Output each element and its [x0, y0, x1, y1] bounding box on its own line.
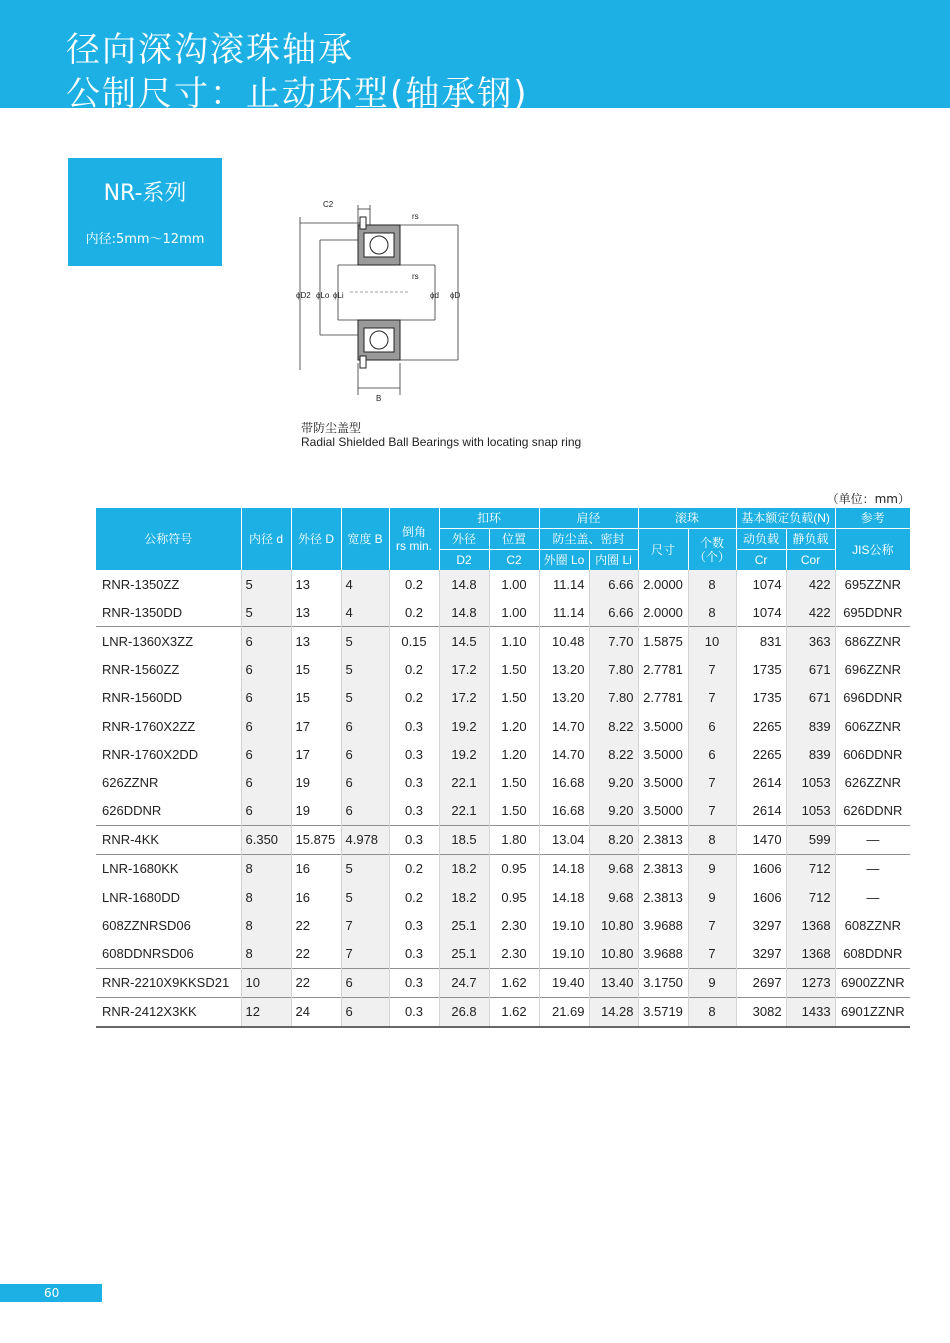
- cell-c2: 1.00: [489, 598, 539, 627]
- cell-count: 7: [688, 684, 736, 712]
- cell-count: 8: [688, 997, 736, 1027]
- cell-d2: 19.2: [439, 712, 489, 740]
- cell-cr: 2697: [736, 968, 786, 997]
- cell-count: 6: [688, 740, 736, 768]
- cell-name: LNR-1680KK: [96, 854, 241, 883]
- cell-rs: 0.3: [389, 911, 439, 939]
- cell-li: 7.80: [589, 656, 638, 684]
- cell-cr: 1074: [736, 570, 786, 598]
- unit-label: （单位：mm）: [826, 492, 910, 506]
- header-cr: Cr: [736, 550, 786, 571]
- cell-cor: 599: [786, 825, 835, 854]
- d-label: ϕd: [430, 291, 439, 300]
- cell-D: 16: [291, 883, 341, 911]
- cell-size: 2.7781: [638, 684, 688, 712]
- outer-d-label: ϕD: [450, 291, 461, 300]
- cell-size: 2.0000: [638, 570, 688, 598]
- cell-cor: 1368: [786, 911, 835, 939]
- cell-jis: —: [835, 854, 910, 883]
- header-jis: JIS公称: [835, 529, 910, 571]
- cell-B: 5: [341, 854, 389, 883]
- cell-rs: 0.2: [389, 684, 439, 712]
- cell-d: 6: [241, 627, 291, 656]
- cell-D: 22: [291, 911, 341, 939]
- header-static: 静负载: [786, 529, 835, 550]
- table-row: [96, 656, 910, 684]
- cell-cor: 671: [786, 684, 835, 712]
- cell-d: 8: [241, 939, 291, 968]
- header-width: 宽度 B: [341, 508, 389, 570]
- bearing-diagram: [290, 195, 470, 405]
- cell-D: 13: [291, 570, 341, 598]
- cell-size: 1.5875: [638, 627, 688, 656]
- cell-c2: 2.30: [489, 911, 539, 939]
- cell-D: 22: [291, 939, 341, 968]
- cell-count: 7: [688, 939, 736, 968]
- cell-count: 8: [688, 825, 736, 854]
- cell-lo: 16.68: [539, 797, 589, 826]
- cell-c2: 1.50: [489, 684, 539, 712]
- cell-B: 4: [341, 570, 389, 598]
- cell-size: 3.5000: [638, 740, 688, 768]
- cell-d2: 19.2: [439, 740, 489, 768]
- header-banner: [0, 0, 950, 114]
- cell-lo: 21.69: [539, 997, 589, 1027]
- cell-size: 3.5000: [638, 768, 688, 796]
- cell-rs: 0.3: [389, 997, 439, 1027]
- cell-B: 6: [341, 768, 389, 796]
- cell-name: RNR-1560DD: [102, 690, 183, 706]
- cell-D: 24: [291, 997, 341, 1027]
- cell-d: 8: [241, 911, 291, 939]
- cell-d: 6: [241, 797, 291, 826]
- spec-table-body: [96, 570, 910, 1027]
- cell-B: 7: [341, 939, 389, 968]
- cell-size: 3.9688: [638, 939, 688, 968]
- cell-c2: 1.80: [489, 825, 539, 854]
- cell-D: 16: [291, 854, 341, 883]
- cell-lo: 11.14: [539, 570, 589, 598]
- cell-cr: 3297: [736, 911, 786, 939]
- cell-cr: 2265: [736, 740, 786, 768]
- cell-rs: 0.3: [389, 797, 439, 826]
- cell-c2: 0.95: [489, 854, 539, 883]
- cell-lo: 14.18: [539, 883, 589, 911]
- cell-cr: 2614: [736, 768, 786, 796]
- cell-jis: 6901ZZNR: [835, 997, 910, 1027]
- cell-d: 8: [241, 883, 291, 911]
- table-row: [96, 939, 910, 968]
- header-ball-size: 尺寸: [638, 529, 688, 571]
- cell-B: 5: [341, 627, 389, 656]
- cell-name: RNR-4KK: [96, 825, 241, 854]
- cell-size: 3.5719: [638, 997, 688, 1027]
- header-cor: Cor: [786, 550, 835, 571]
- cell-d: 5: [241, 598, 291, 627]
- d2-label: ϕD2: [296, 291, 311, 300]
- cell-d: 6: [241, 768, 291, 796]
- cell-c2: 1.20: [489, 740, 539, 768]
- cell-d: 6: [241, 740, 291, 768]
- cell-rs: 0.3: [389, 768, 439, 796]
- cell-B: 6: [341, 712, 389, 740]
- cell-cr: 1735: [736, 656, 786, 684]
- header-inner-ring: 内圈 Li: [589, 550, 638, 571]
- cell-name: 626ZZNR: [102, 774, 159, 790]
- cell-li: 8.22: [589, 712, 638, 740]
- cell-d2: 17.2: [439, 656, 489, 684]
- cell-c2: 0.95: [489, 883, 539, 911]
- series-range: 内径:5mm～12mm: [85, 232, 205, 247]
- cell-d2: 18.5: [439, 825, 489, 854]
- header-chamfer-cn: 倒角: [401, 525, 426, 539]
- cell-rs: 0.3: [389, 939, 439, 968]
- cell-lo: 19.10: [539, 939, 589, 968]
- table-row: [96, 570, 910, 598]
- cell-li: 10.80: [589, 911, 638, 939]
- header-shoulder: 肩径: [539, 508, 638, 529]
- cell-li: 6.66: [589, 570, 638, 598]
- cell-size: 3.9688: [638, 911, 688, 939]
- cell-d2: 14.5: [439, 627, 489, 656]
- cell-name: LNR-1680DD: [102, 889, 181, 905]
- cell-li: 9.68: [589, 854, 638, 883]
- header-ref: 参考: [835, 508, 910, 529]
- cell-B: 6: [341, 968, 389, 997]
- cell-size: 2.3813: [638, 825, 688, 854]
- cell-cor: 422: [786, 598, 835, 627]
- cell-c2: 1.50: [489, 797, 539, 826]
- header-snap-od: 外径: [439, 529, 489, 550]
- cell-count: 7: [688, 797, 736, 826]
- cell-li: 6.66: [589, 598, 638, 627]
- cell-cor: 1368: [786, 939, 835, 968]
- spec-table: [96, 508, 910, 1028]
- cell-cr: 1606: [736, 854, 786, 883]
- cell-B: 5: [341, 883, 389, 911]
- cell-cor: 1273: [786, 968, 835, 997]
- cell-lo: 14.18: [539, 854, 589, 883]
- cell-lo: 13.20: [539, 656, 589, 684]
- cell-lo: 14.70: [539, 712, 589, 740]
- cell-li: 9.20: [589, 797, 638, 826]
- cell-size: 3.5000: [638, 712, 688, 740]
- cell-li: 9.20: [589, 768, 638, 796]
- cell-count: 10: [688, 627, 736, 656]
- series-box: [68, 158, 222, 266]
- cell-li: 13.40: [589, 968, 638, 997]
- cell-lo: 13.20: [539, 684, 589, 712]
- table-row: [96, 598, 910, 627]
- cell-li: 7.80: [589, 684, 638, 712]
- cell-jis: 606DDNR: [835, 740, 910, 768]
- cell-lo: 14.70: [539, 740, 589, 768]
- table-row: [96, 854, 910, 883]
- cell-count: 6: [688, 712, 736, 740]
- cell-li: 9.68: [589, 883, 638, 911]
- table-row: [96, 911, 910, 939]
- cell-lo: 16.68: [539, 768, 589, 796]
- cell-D: 15: [291, 684, 341, 712]
- cell-d2: 14.8: [439, 598, 489, 627]
- cell-B: 6: [341, 740, 389, 768]
- header-dynamic: 动负载: [736, 529, 786, 550]
- cell-jis: 626ZZNR: [835, 768, 910, 796]
- table-row: [96, 968, 910, 997]
- cell-lo: 11.14: [539, 598, 589, 627]
- cell-c2: 1.50: [489, 656, 539, 684]
- rs-label-mid: rs: [412, 272, 419, 281]
- header-ball-count: 个数（个）: [688, 529, 736, 571]
- lo-label: ϕLo: [316, 291, 330, 300]
- cell-rs: 0.2: [389, 854, 439, 883]
- cell-size: 3.5000: [638, 797, 688, 826]
- cell-name: RNR-1760X2DD: [102, 746, 199, 762]
- cell-lo: 10.48: [539, 627, 589, 656]
- cell-B: 5: [341, 656, 389, 684]
- cell-D: 17: [291, 712, 341, 740]
- cell-c2: 1.62: [489, 997, 539, 1027]
- cell-c2: 1.62: [489, 968, 539, 997]
- table-row: [96, 997, 910, 1027]
- table-row: [96, 883, 910, 911]
- table-row: [96, 684, 910, 712]
- cell-B: 5: [341, 684, 389, 712]
- cell-cr: 831: [736, 627, 786, 656]
- cell-cr: 3297: [736, 939, 786, 968]
- header-chamfer-sym: rs min.: [396, 539, 432, 553]
- cell-rs: 0.3: [389, 712, 439, 740]
- header-outer: 外径 D: [291, 508, 341, 570]
- header-inner: 内径 d: [241, 508, 291, 570]
- cell-d2: 26.8: [439, 997, 489, 1027]
- cell-cr: 2265: [736, 712, 786, 740]
- cell-c2: 1.00: [489, 570, 539, 598]
- cell-d2: 18.2: [439, 854, 489, 883]
- cell-D: 22: [291, 968, 341, 997]
- header-outer-ring: 外圈 Lo: [539, 550, 589, 571]
- header-snap-ring: 扣环: [439, 508, 539, 529]
- cell-jis: 6900ZZNR: [835, 968, 910, 997]
- cell-D: 19: [291, 768, 341, 796]
- cell-d2: 17.2: [439, 684, 489, 712]
- cell-cor: 1053: [786, 768, 835, 796]
- table-row: [96, 712, 910, 740]
- header-balls: 滚珠: [638, 508, 736, 529]
- cell-d: 8: [241, 854, 291, 883]
- cell-cor: 1433: [786, 997, 835, 1027]
- cell-size: 2.7781: [638, 656, 688, 684]
- table-row: [96, 740, 910, 768]
- cell-name: RNR-1350ZZ: [102, 576, 180, 592]
- cell-count: 9: [688, 854, 736, 883]
- series-name: NR-系列: [103, 181, 187, 206]
- cell-d: 6: [241, 712, 291, 740]
- cell-D: 15: [291, 656, 341, 684]
- cell-lo: 19.10: [539, 911, 589, 939]
- cell-cor: 1053: [786, 797, 835, 826]
- cell-d: 6: [241, 684, 291, 712]
- cell-li: 7.70: [589, 627, 638, 656]
- cell-B: 6: [341, 797, 389, 826]
- cell-li: 14.28: [589, 997, 638, 1027]
- cell-D: 15.875: [291, 825, 341, 854]
- cell-name: 608DDNRSD06: [102, 946, 194, 962]
- cell-rs: 0.3: [389, 825, 439, 854]
- cell-jis: 696DDNR: [835, 684, 910, 712]
- cell-cr: 1470: [736, 825, 786, 854]
- cell-size: 2.3813: [638, 854, 688, 883]
- cell-lo: 13.04: [539, 825, 589, 854]
- page-number-tab: [0, 1284, 102, 1302]
- table-row: [96, 627, 910, 656]
- cell-jis: 606ZZNR: [835, 712, 910, 740]
- header-chamfer: [389, 508, 439, 570]
- cell-c2: 1.20: [489, 712, 539, 740]
- cell-name: RNR-2210X9KKSD21: [96, 968, 241, 997]
- cell-d: 10: [241, 968, 291, 997]
- cell-rs: 0.3: [389, 740, 439, 768]
- cell-count: 8: [688, 570, 736, 598]
- cell-cr: 3082: [736, 997, 786, 1027]
- header-snap-od-sym: D2: [439, 550, 489, 571]
- cell-d: 6.350: [241, 825, 291, 854]
- li-label: ϕLi: [333, 291, 344, 300]
- header-load: 基本额定负载(N): [736, 508, 835, 529]
- cell-rs: 0.2: [389, 883, 439, 911]
- cell-jis: 695DDNR: [835, 598, 910, 627]
- cell-cr: 1606: [736, 883, 786, 911]
- cell-d: 6: [241, 656, 291, 684]
- header-shield-seal: 防尘盖、密封: [539, 529, 638, 550]
- cell-d2: 18.2: [439, 883, 489, 911]
- cell-D: 13: [291, 627, 341, 656]
- header-name: 公称符号: [96, 508, 241, 570]
- cell-li: 8.20: [589, 825, 638, 854]
- cell-count: 9: [688, 968, 736, 997]
- cell-d2: 22.1: [439, 768, 489, 796]
- cell-D: 13: [291, 598, 341, 627]
- page-title-line1: 径向深沟滚珠轴承: [66, 30, 354, 70]
- cell-cor: 712: [786, 854, 835, 883]
- cell-rs: 0.3: [389, 968, 439, 997]
- cell-cr: 2614: [736, 797, 786, 826]
- cell-count: 7: [688, 656, 736, 684]
- cell-cor: 671: [786, 656, 835, 684]
- cell-c2: 1.50: [489, 768, 539, 796]
- diagram-caption-cn: 带防尘盖型: [301, 421, 362, 435]
- cell-rs: 0.2: [389, 656, 439, 684]
- cell-cor: 363: [786, 627, 835, 656]
- cell-c2: 1.10: [489, 627, 539, 656]
- cell-name: RNR-1760X2ZZ: [102, 718, 196, 734]
- cell-cor: 839: [786, 712, 835, 740]
- cell-name: RNR-2412X3KK: [96, 997, 241, 1027]
- cell-size: 2.3813: [638, 883, 688, 911]
- cell-name: RNR-1560ZZ: [102, 662, 180, 678]
- cell-d2: 24.7: [439, 968, 489, 997]
- cell-d2: 14.8: [439, 570, 489, 598]
- cell-cor: 422: [786, 570, 835, 598]
- cell-jis: 608ZZNR: [835, 911, 910, 939]
- cell-lo: 19.40: [539, 968, 589, 997]
- cell-count: 7: [688, 911, 736, 939]
- header-snap-pos-sym: C2: [489, 550, 539, 571]
- cell-cor: 712: [786, 883, 835, 911]
- cell-jis: 695ZZNR: [835, 570, 910, 598]
- cell-d: 12: [241, 997, 291, 1027]
- b-label: B: [376, 394, 382, 403]
- cell-cr: 1735: [736, 684, 786, 712]
- cell-size: 2.0000: [638, 598, 688, 627]
- cell-rs: 0.2: [389, 570, 439, 598]
- cell-li: 10.80: [589, 939, 638, 968]
- cell-D: 17: [291, 740, 341, 768]
- header-snap-pos: 位置: [489, 529, 539, 550]
- cell-B: 6: [341, 997, 389, 1027]
- cell-jis: 696ZZNR: [835, 656, 910, 684]
- cell-B: 7: [341, 911, 389, 939]
- cell-count: 8: [688, 598, 736, 627]
- cell-name: 608ZZNRSD06: [102, 917, 191, 933]
- rs-label-top: rs: [412, 212, 419, 221]
- cell-name: RNR-1350DD: [102, 604, 183, 620]
- cell-d2: 25.1: [439, 939, 489, 968]
- cell-rs: 0.15: [389, 627, 439, 656]
- cell-count: 7: [688, 768, 736, 796]
- c2-label: C2: [323, 200, 334, 209]
- cell-d2: 22.1: [439, 797, 489, 826]
- page-number: 60: [44, 1286, 60, 1300]
- table-row: [96, 797, 910, 826]
- cell-cor: 839: [786, 740, 835, 768]
- table-row: [96, 825, 910, 854]
- cell-d2: 25.1: [439, 911, 489, 939]
- cell-d: 5: [241, 570, 291, 598]
- cell-size: 3.1750: [638, 968, 688, 997]
- page-title-line2: 公制尺寸：止动环型(轴承钢): [66, 74, 529, 114]
- cell-c2: 2.30: [489, 939, 539, 968]
- diagram-caption-en: Radial Shielded Ball Bearings with locating snap ring: [301, 435, 582, 449]
- cell-rs: 0.2: [389, 598, 439, 627]
- cell-jis: —: [835, 883, 910, 911]
- cell-cr: 1074: [736, 598, 786, 627]
- cell-jis: 686ZZNR: [835, 627, 910, 656]
- cell-name: 626DDNR: [102, 803, 162, 819]
- cell-B: 4: [341, 598, 389, 627]
- cell-li: 8.22: [589, 740, 638, 768]
- table-row: [96, 768, 910, 796]
- cell-B: 4.978: [341, 825, 389, 854]
- cell-jis: 626DDNR: [835, 797, 910, 826]
- cell-name: LNR-1360X3ZZ: [96, 627, 241, 656]
- cell-count: 9: [688, 883, 736, 911]
- cell-D: 19: [291, 797, 341, 826]
- cell-jis: —: [835, 825, 910, 854]
- cell-jis: 608DDNR: [835, 939, 910, 968]
